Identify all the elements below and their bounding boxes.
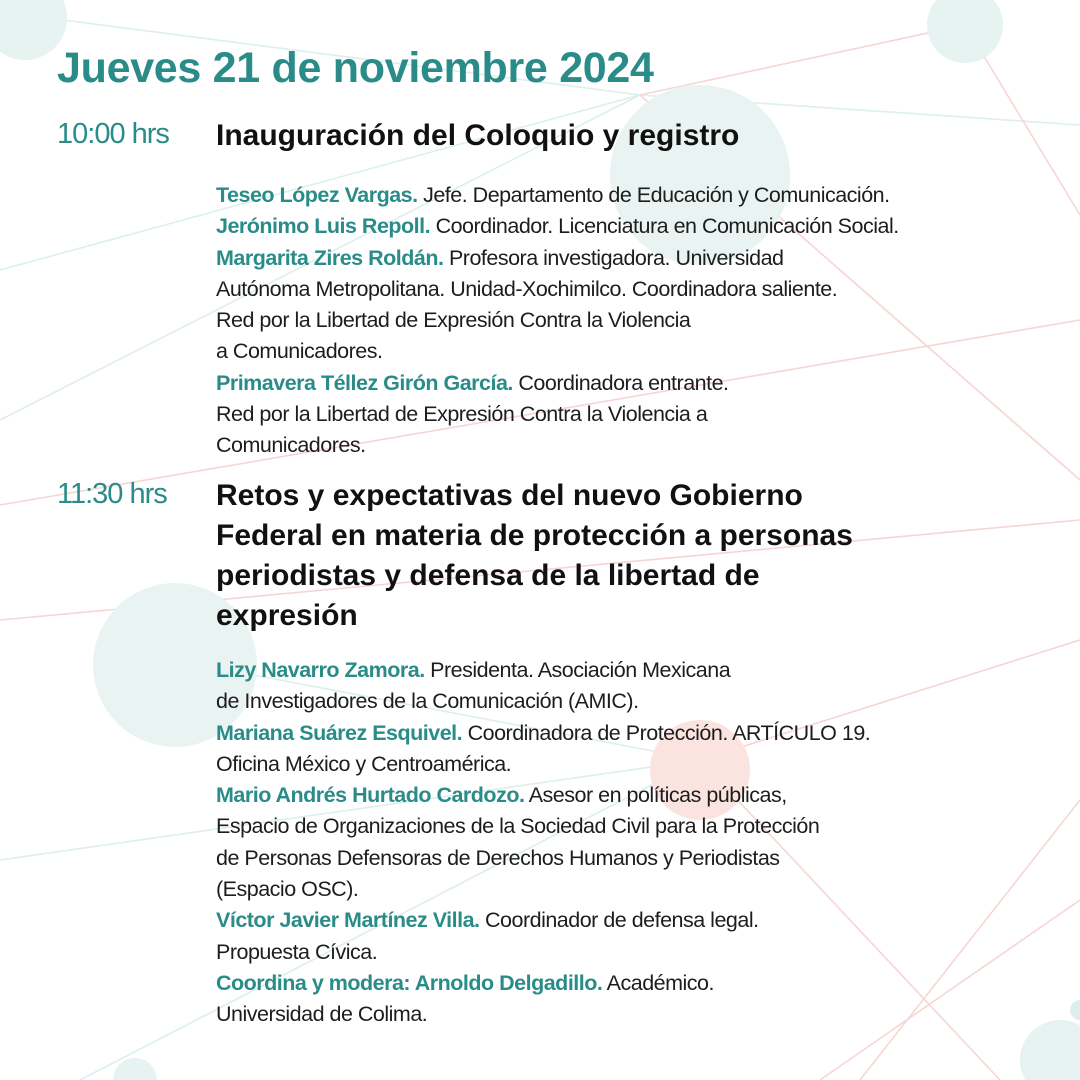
speaker-item [216,905,870,968]
session-2-title-line: expresión [216,599,358,632]
speaker-description: Coordinadora entrante. [518,370,729,395]
speaker-description: Coordinador. Licenciatura en Comunicación Social. [435,214,899,239]
session-1-time: 10:00 hrs [57,118,169,150]
speaker-item [216,211,899,242]
session-2-title-line: Retos y expectativas del nuevo Gobierno [216,479,803,512]
speaker-description: Oficina México y Centroamérica. [216,751,512,776]
speaker-item [216,368,899,462]
speaker-name: Mario Andrés Hurtado Cardozo. [216,783,525,808]
speaker-item [216,180,899,211]
speaker-description: Coordinador de defensa legal. [485,908,759,933]
speaker-item [216,780,870,905]
speaker-description: a Comunicadores. [216,339,383,364]
session-2-time: 11:30 hrs [57,478,167,510]
speaker-description: Presidenta. Asociación Mexicana [430,658,731,682]
speaker-description: Red por la Libertad de Expresión Contra la Violencia a [216,402,708,427]
speaker-name: Teseo López Vargas. [216,183,418,207]
speaker-description: Académico. [606,970,714,995]
speaker-name: Víctor Javier Martínez Villa. [216,908,480,933]
speaker-name: Lizy Navarro Zamora. [216,658,425,682]
session-2-speakers [216,655,870,1031]
session-1-speakers [216,180,899,462]
speaker-name: Margarita Zires Roldán. [216,245,444,270]
speaker-item [216,718,870,781]
speaker-name: Primavera Téllez Girón García. [216,370,513,395]
speaker-item [216,243,899,368]
session-2-title-line: periodistas y defensa de la libertad de [216,559,760,592]
session-2-title-line: Federal en materia de protección a personas [216,519,853,552]
speaker-description: Coordinadora de Protección. ARTÍCULO 19. [467,720,871,745]
speaker-description: Autónoma Metropolitana. Unidad-Xochimilco. Coordinadora saliente. [216,276,838,301]
speaker-description: Espacio de Organizaciones de la Sociedad Civil para la Protección [216,814,820,839]
speaker-description: Red por la Libertad de Expresión Contra la Violencia [216,308,691,333]
speaker-item [216,968,870,1031]
speaker-description: Jefe. Departamento de Educación y Comunicación. [423,183,890,207]
speaker-name: Mariana Suárez Esquivel. [216,720,463,745]
session-2-title [216,476,853,636]
speaker-description: Propuesta Cívica. [216,939,378,964]
session-1-title: Inauguración del Coloquio y registro [216,119,740,152]
speaker-name: Coordina y modera: Arnoldo Delgadillo. [216,970,603,995]
speaker-description: Universidad de Colima. [216,1002,428,1027]
speaker-name: Jerónimo Luis Repoll. [216,214,431,239]
date-title: Jueves 21 de noviembre 2024 [57,44,654,92]
speaker-description: de Personas Defensoras de Derechos Humanos y Periodistas [216,845,780,870]
speaker-description: de Investigadores de la Comunicación (AMIC). [216,689,639,714]
speaker-description: Asesor en políticas públicas, [528,783,787,808]
speaker-description: Comunicadores. [216,433,366,458]
speaker-item [216,655,870,718]
speaker-description: Profesora investigadora. Universidad [448,245,784,270]
speaker-description: (Espacio OSC). [216,877,359,902]
